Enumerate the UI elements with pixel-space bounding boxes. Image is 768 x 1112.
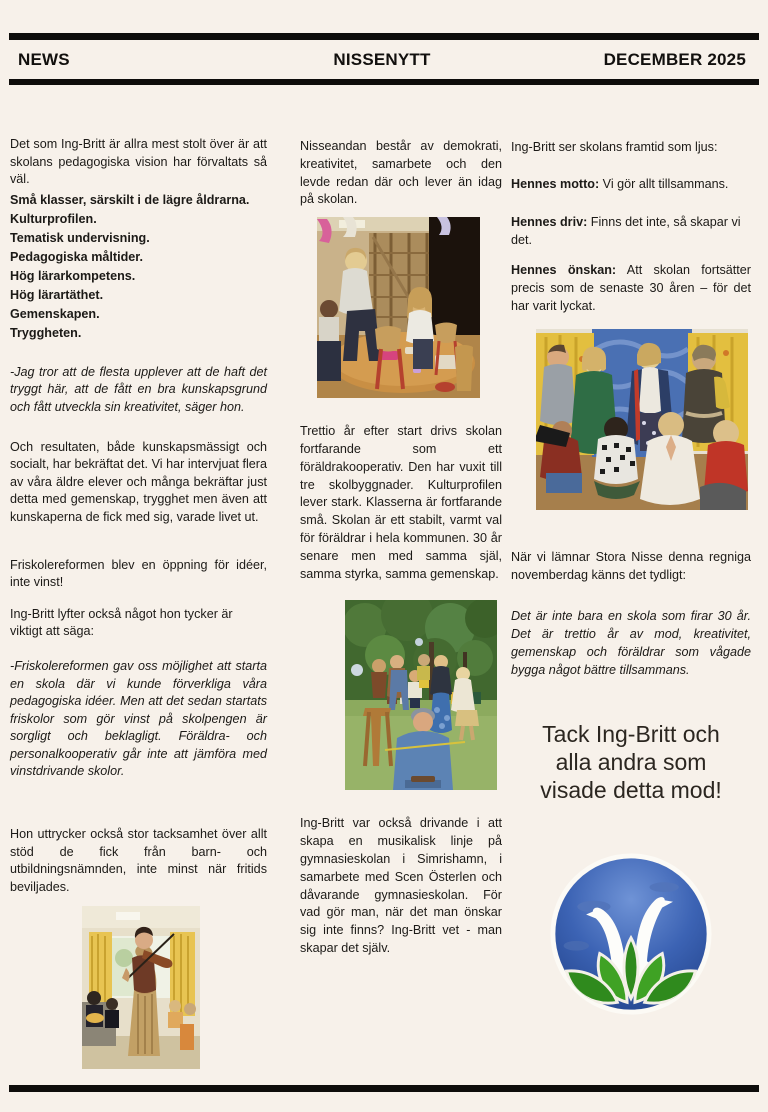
column-left <box>10 133 267 1069</box>
quote-paragraph: -Jag tror att de flesta upplever att de haft det tryggt här, att de fått en bra kunskapsgrund och fått utveckla sin kreativitet, säger hon. <box>10 364 267 414</box>
paragraph: Ing-Britt lyfter också något hon tycker är viktigt att säga: <box>10 606 233 639</box>
column-middle <box>300 133 502 958</box>
feature-item: Små klasser, särskilt i de lägre åldrarna. <box>10 192 250 207</box>
onskan-label: Hennes önskan: <box>511 263 617 277</box>
feature-item: Hög lärartäthet. <box>10 287 104 302</box>
paragraph: Hon uttrycker också stor tacksamhet över allt stöd de fick från barn- och utbildningsnämnden, inte minst när fritids beviljades. <box>10 827 267 894</box>
top-rule <box>9 33 759 40</box>
paragraph: Ing-Britt ser skolans framtid som ljus: <box>511 140 718 154</box>
quote-paragraph: -Friskolereformen gav oss möjlighet att starta en skola där vi kunde förverkliga våra pedagogiska idéer. Men att det sedan startats friskolor som gör vinst på skolpengen är sorgligt och beklagligt. Föräldra- och personalkooperativ går inte att jämföra med vinstdrivande skolor. <box>10 658 267 779</box>
masthead-date: DECEMBER 2025 <box>603 50 746 69</box>
header-rule <box>9 79 759 85</box>
paragraph: Friskolereformen blev en öppning för idéer, inte vinst! <box>10 557 267 590</box>
feature-item: Kulturprofilen. <box>10 211 97 226</box>
paragraph: När vi lämnar Stora Nisse denna regniga novemberdag känns det tydligt: <box>511 550 751 582</box>
motto-line: Hennes motto: Vi gör allt tillsammans. <box>511 177 729 191</box>
driv-line: Hennes driv: Finns det inte, så skapar vi det. <box>511 215 741 247</box>
paragraph: Och resultaten, både kunskapsmässigt och socialt, har bekräftat det. Vi har intervjuat flera av våra äldre elever och många bekräftar just detta med gemenskap, trygghet men även att kunskaperna de fick med sig, varade livet ut. <box>10 439 267 524</box>
masthead <box>18 50 746 70</box>
masthead-left: NEWS <box>18 50 70 69</box>
feature-item: Tematisk undervisning. <box>10 230 150 245</box>
masthead-title: NISSENYTT <box>333 50 431 69</box>
column-right <box>511 133 751 1016</box>
feature-item: Gemenskapen. <box>10 306 100 321</box>
outdoor-dance-photo <box>345 600 497 790</box>
onskan-line: Hennes önskan: Att skolan fortsätter precis som de senaste 30 åren – för det har varit lyckat. <box>511 263 751 313</box>
thanks-message: Tack Ing-Britt och alla andra som visade detta mod! <box>540 721 722 803</box>
feature-list <box>10 191 267 343</box>
violin-performance-photo <box>82 906 200 1069</box>
bottom-rule <box>9 1085 759 1092</box>
paragraph: Det som Ing-Britt är allra mest stolt över är att skolans pedagogiska vision har förvaltats så väl. <box>10 137 267 187</box>
motto-label: Hennes motto: <box>511 177 600 191</box>
classroom-photo <box>317 217 480 398</box>
paragraph: Trettio år efter start drivs skolan fortfarande som ett föräldrakooperativ. Den har vuxit till tre skolbyggnader. Kulturprofilen lever stark. Klasserna är fortfarande små. Skolan är ett stabilt, varmt val för föräldrar i hela kommunen. 30 år senare men med samma själ, samma styrka, samma gemenskap. <box>300 424 502 581</box>
children-costume-photo <box>536 329 748 510</box>
feature-item: Pedagogiska måltider. <box>10 249 143 264</box>
feature-item: Hög lärarkompetens. <box>10 268 136 283</box>
quote-paragraph: Det är inte bara en skola som firar 30 år. Det är trettio år av mod, kreativitet, gemenskap och föräldrar som vågade bygga något bättre tillsammans. <box>511 609 751 677</box>
paragraph: Ing-Britt var också drivande i att skapa en musikalisk linje på gymnasieskolan i Simrishamn, i samarbete med Scen Österlen och dåvarande gymnasieskolan. För vad gör man, när det man önskar sig inte finns? Ing-Britt vet - man skapar det själv. <box>300 816 502 955</box>
goose-leaves-logo <box>548 852 714 1016</box>
paragraph: Nisseandan består av demokrati, kreativitet, samarbete och den levde redan där och lever än idag på skolan. <box>300 139 502 207</box>
driv-label: Hennes driv: <box>511 215 588 229</box>
feature-item: Tryggheten. <box>10 325 82 340</box>
